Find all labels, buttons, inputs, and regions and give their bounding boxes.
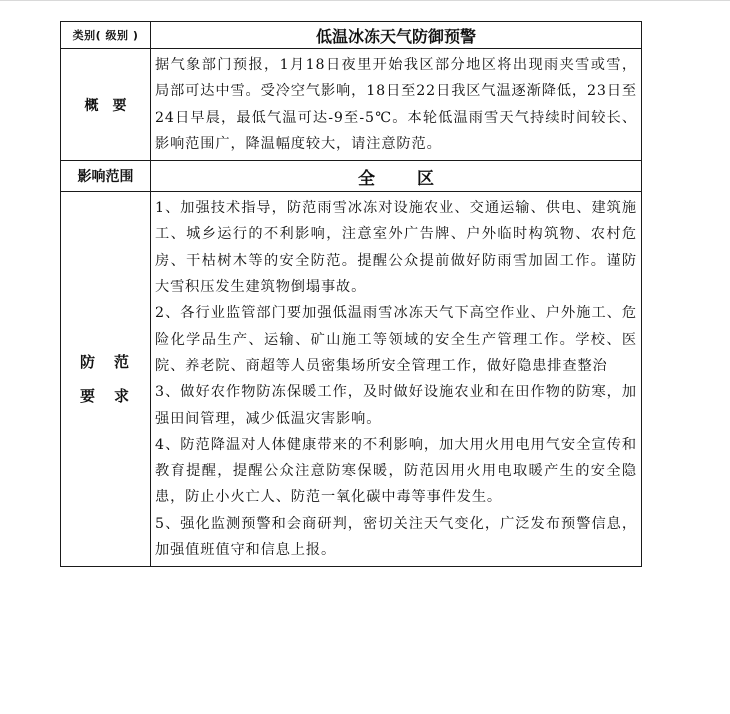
requirements-label [61,192,151,567]
requirement-item-1: 1、加强技术指导，防范雨雪冰冻对设施农业、交通运输、供电、建筑施工、城乡运行的不利影响，注意室外广告牌、户外临时构筑物、农村危房、干枯树木等的安全防范。提醒公众提前做好防雨雪加固工作。谨防大雪积压发生建筑物倒塌事故。 [155,200,637,296]
warning-table [60,21,642,567]
overview-row [61,49,642,161]
scope-label: 影响范围 [61,161,151,192]
page-top-rule [0,0,730,1]
requirements-label-line-1: 防 范 [79,353,131,372]
requirement-item-3: 3、做好农作物防冻保暖工作，及时做好设施农业和在田作物的防寒，加强田间管理，减少低温灾害影响。 [155,384,637,427]
requirements-label-line-2: 要 求 [79,387,131,406]
overview-text: 据气象部门预报，1月18日夜里开始我区部分地区将出现雨夹雪或雪，局部可达中雪。受冷空气影响，18日至22日我区气温逐渐降低，23日至24日早晨，最低气温可达-9至-5℃。本轮低温雨雪天气持续时间较长、影响范围广，降温幅度较大，请注意防范。 [151,49,642,161]
requirement-item-4: 4、防范降温对人体健康带来的不利影响，加大用火用电用气安全宣传和教育提醒，提醒公众注意防寒保暖，防范因用火用电取暖产生的安全隐患，防止小火亡人、防范一氧化碳中毒等事件发生。 [155,436,637,506]
scope-value-part-1: 全 [358,168,375,189]
warning-title: 低温冰冻天气防御预警 [151,22,642,49]
scope-row [61,161,642,192]
category-label: 类别( 级别 ) [61,22,151,49]
scope-value [151,161,642,192]
requirement-item-2: 2、各行业监管部门要加强低温雨雪冰冻天气下高空作业、户外施工、危险化学品生产、运输、矿山施工等领域的安全生产管理工作。学校、医院、养老院、商超等人员密集场所安全管理工作，做好隐患排查整治 [155,305,637,374]
requirements-row [61,192,642,567]
scope-value-part-2: 区 [417,168,434,189]
requirement-item-5: 5、强化监测预警和会商研判，密切关注天气变化，广泛发布预警信息，加强值班值守和信息上报。 [155,515,637,559]
overview-label: 概 要 [61,49,151,161]
header-row [61,22,642,49]
requirements-list [151,192,642,567]
